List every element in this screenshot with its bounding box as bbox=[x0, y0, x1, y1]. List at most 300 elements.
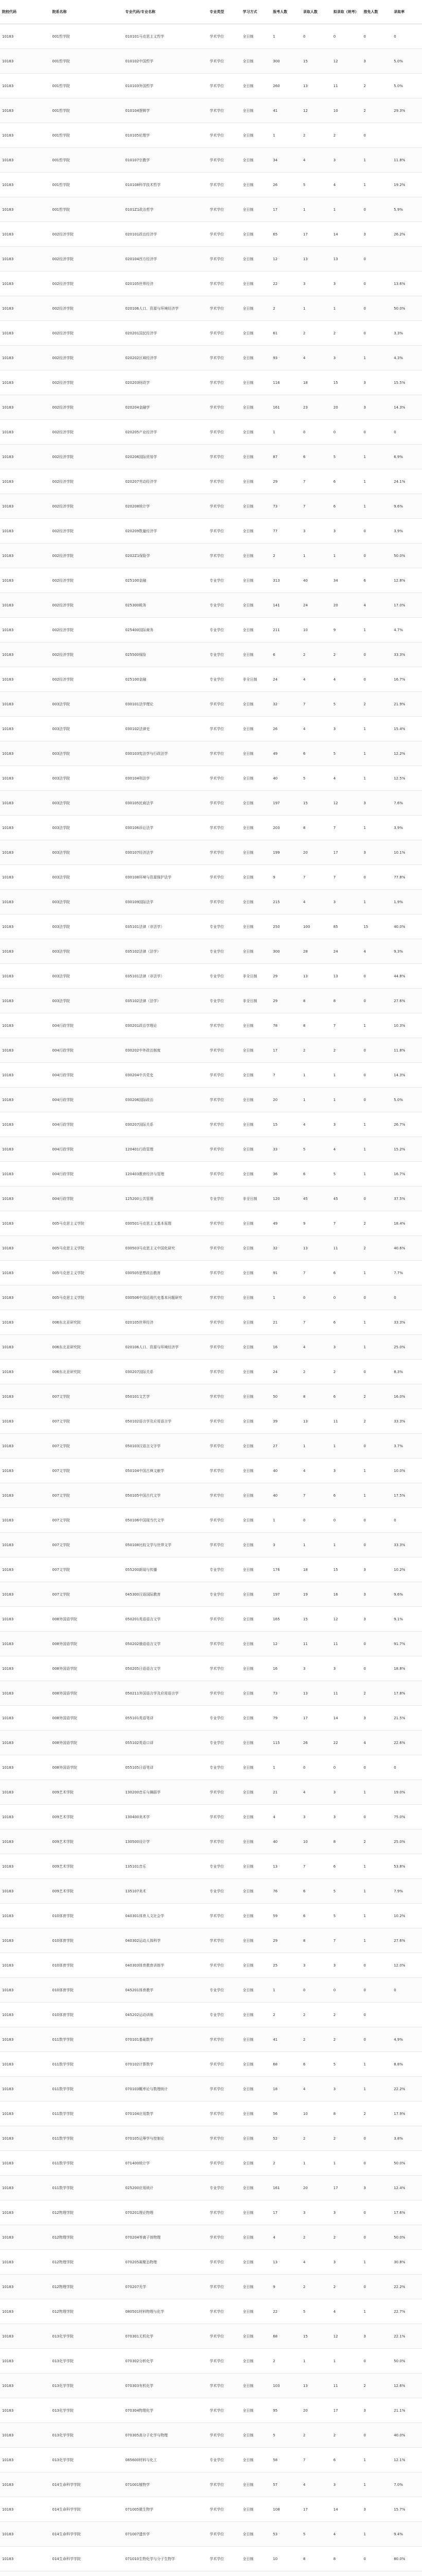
table-cell: 专业学位 bbox=[207, 642, 240, 667]
table-cell: 学术学位 bbox=[207, 1681, 240, 1706]
table-cell: 030102法律史 bbox=[123, 717, 207, 741]
table-cell: 050103汉语言文字学 bbox=[123, 1434, 207, 1459]
table-cell bbox=[301, 2571, 331, 2576]
table-cell: 0 bbox=[361, 519, 392, 544]
table-cell: 025200应用统计 bbox=[123, 2176, 207, 2200]
table-cell: 10183 bbox=[0, 272, 50, 296]
table-cell: 0 bbox=[361, 1953, 392, 1978]
table-cell: 10183 bbox=[0, 49, 50, 74]
column-header: 院系名称 bbox=[50, 0, 124, 24]
table-cell: 学术学位 bbox=[207, 544, 240, 568]
table-cell: 012物理学院 bbox=[50, 2250, 124, 2275]
table-cell: 7 bbox=[301, 1310, 331, 1335]
table-cell: 10183 bbox=[0, 2299, 50, 2324]
table-cell: 15 bbox=[301, 2324, 331, 2349]
table-cell: 006东北亚研究院 bbox=[50, 1310, 124, 1335]
table-row bbox=[0, 840, 422, 865]
table-cell: 070101基础数学 bbox=[123, 2027, 207, 2052]
table-cell: 2 bbox=[301, 321, 331, 346]
table-cell: 12 bbox=[331, 2324, 362, 2349]
table-cell: 4 bbox=[331, 667, 362, 692]
table-cell: 055105日语笔译 bbox=[123, 1755, 207, 1780]
table-cell: 010102中国哲学 bbox=[123, 49, 207, 74]
table-cell: 17 bbox=[271, 2200, 301, 2225]
table-cell: 全日制 bbox=[241, 741, 271, 766]
table-cell: 专业学位 bbox=[207, 1755, 240, 1780]
table-cell: 学术学位 bbox=[207, 741, 240, 766]
table-cell: 040301体育人文社会学 bbox=[123, 1904, 207, 1928]
table-cell: 203 bbox=[271, 816, 301, 840]
table-cell: 全日制 bbox=[241, 544, 271, 568]
table-cell: 025300税务 bbox=[123, 593, 207, 618]
table-cell: 10183 bbox=[0, 2448, 50, 2472]
table-row bbox=[0, 593, 422, 618]
table-cell: 2 bbox=[301, 2225, 331, 2250]
table-cell: 071001植物学 bbox=[123, 2472, 207, 2497]
table-cell: 1 bbox=[331, 197, 362, 222]
table-row bbox=[0, 717, 422, 741]
table-row bbox=[0, 1928, 422, 1953]
table-cell: 2 bbox=[271, 2349, 301, 2374]
table-cell: 0 bbox=[361, 272, 392, 296]
table-cell: 007文学院 bbox=[50, 1384, 124, 1409]
table-cell: 9.6% bbox=[392, 494, 422, 519]
table-cell: 9 bbox=[331, 618, 362, 642]
table-cell: 49 bbox=[271, 1211, 301, 1236]
table-cell: 071400统计学 bbox=[123, 2151, 207, 2176]
table-row bbox=[0, 1953, 422, 1978]
table-cell: 全日制 bbox=[241, 1335, 271, 1360]
table-cell: 全日制 bbox=[241, 1508, 271, 1533]
table-cell: 5 bbox=[331, 1879, 362, 1904]
table-cell: 全日制 bbox=[241, 1088, 271, 1112]
table-cell: 030501马克思主义基本原理 bbox=[123, 1211, 207, 1236]
table-cell: 0 bbox=[392, 1285, 422, 1310]
table-cell bbox=[361, 2571, 392, 2576]
table-cell: 0 bbox=[301, 1755, 331, 1780]
table-cell: 008外国语学院 bbox=[50, 1755, 124, 1780]
table-cell: 001哲学院 bbox=[50, 74, 124, 98]
table-cell: 17 bbox=[271, 1038, 301, 1063]
table-cell: 全日制 bbox=[241, 1459, 271, 1483]
table-cell: 专业学位 bbox=[207, 2003, 240, 2027]
table-cell: 26 bbox=[271, 717, 301, 741]
table-cell: 009艺术学院 bbox=[50, 1805, 124, 1829]
table-cell: 学术学位 bbox=[207, 2126, 240, 2151]
table-cell: 003法学院 bbox=[50, 840, 124, 865]
table-cell: 27 bbox=[271, 1434, 301, 1459]
table-cell: 0 bbox=[361, 1088, 392, 1112]
table-cell: 10183 bbox=[0, 321, 50, 346]
table-cell: 050205日语语言文学 bbox=[123, 1656, 207, 1681]
table-cell: 10183 bbox=[0, 2176, 50, 2200]
table-cell: 全日制 bbox=[241, 1483, 271, 1508]
table-cell: 40 bbox=[271, 766, 301, 791]
table-cell: 1 bbox=[301, 1533, 331, 1557]
table-cell: 020101政治经济学 bbox=[123, 222, 207, 247]
table-cell: 030106诉讼法学 bbox=[123, 816, 207, 840]
table-cell: 68 bbox=[271, 2324, 301, 2349]
table-cell: 10183 bbox=[0, 1236, 50, 1261]
table-cell: 11 bbox=[331, 1681, 362, 1706]
table-cell: 30.8% bbox=[392, 2250, 422, 2275]
table-cell: 1 bbox=[361, 1013, 392, 1038]
table-cell: 1 bbox=[271, 1978, 301, 2003]
table-cell: 012物理学院 bbox=[50, 2225, 124, 2250]
table-cell: 10183 bbox=[0, 494, 50, 519]
table-cell: 108 bbox=[271, 2497, 301, 2522]
table-cell: 41 bbox=[271, 2027, 301, 2052]
table-cell: 030109国际法学 bbox=[123, 890, 207, 914]
table-cell: 17 bbox=[331, 840, 362, 865]
table-cell: 7 bbox=[301, 2448, 331, 2472]
table-cell: 10183 bbox=[0, 1162, 50, 1187]
table-cell: 010108科学技术哲学 bbox=[123, 173, 207, 197]
table-cell: 全日制 bbox=[241, 618, 271, 642]
table-cell: 009艺术学院 bbox=[50, 1879, 124, 1904]
table-cell: 10183 bbox=[0, 2126, 50, 2151]
table-cell: 2 bbox=[271, 296, 301, 321]
table-row bbox=[0, 2126, 422, 2151]
table-cell: 3 bbox=[361, 2176, 392, 2200]
table-cell: 260 bbox=[271, 74, 301, 98]
table-cell: 5 bbox=[301, 766, 331, 791]
table-cell: 0 bbox=[361, 1434, 392, 1459]
table-cell: 3 bbox=[331, 1656, 362, 1681]
table-cell bbox=[0, 2571, 50, 2576]
table-cell: 0 bbox=[301, 420, 331, 445]
table-cell: 2 bbox=[331, 642, 362, 667]
table-cell: 4 bbox=[361, 939, 392, 964]
table-cell: 36 bbox=[271, 1162, 301, 1187]
table-cell: 17.9% bbox=[392, 2102, 422, 2126]
table-cell: 10183 bbox=[0, 1434, 50, 1459]
table-cell: 002经济学院 bbox=[50, 618, 124, 642]
table-cell: 2 bbox=[361, 1211, 392, 1236]
table-cell: 19 bbox=[301, 1582, 331, 1607]
table-cell: 全日制 bbox=[241, 296, 271, 321]
table-cell: 20 bbox=[331, 593, 362, 618]
table-cell: 78 bbox=[271, 1013, 301, 1038]
table-cell: 12.1% bbox=[392, 2448, 422, 2472]
table-cell: 10183 bbox=[0, 2052, 50, 2077]
table-cell: 全日制 bbox=[241, 2448, 271, 2472]
table-cell: 全日制 bbox=[241, 272, 271, 296]
table-cell: 全日制 bbox=[241, 173, 271, 197]
table-cell: 002经济学院 bbox=[50, 544, 124, 568]
table-cell: 10183 bbox=[0, 1656, 50, 1681]
table-cell: 2 bbox=[361, 1384, 392, 1409]
table-row bbox=[0, 1483, 422, 1508]
table-cell: 17 bbox=[301, 2497, 331, 2522]
table-cell: 050104中国古典文献学 bbox=[123, 1459, 207, 1483]
table-cell: 1 bbox=[361, 766, 392, 791]
table-cell: 11 bbox=[331, 1632, 362, 1656]
table-cell: 10183 bbox=[0, 791, 50, 816]
table-cell: 29 bbox=[271, 1928, 301, 1953]
table-cell: 3 bbox=[301, 272, 331, 296]
table-cell: 39 bbox=[271, 1409, 301, 1434]
table-cell: 16.0% bbox=[392, 1384, 422, 1409]
table-cell: 6 bbox=[301, 1879, 331, 1904]
table-cell: 学术学位 bbox=[207, 1162, 240, 1187]
table-cell: 学术学位 bbox=[207, 74, 240, 98]
table-cell: 003法学院 bbox=[50, 865, 124, 890]
table-cell: 161 bbox=[271, 395, 301, 420]
table-cell: 0 bbox=[361, 1805, 392, 1829]
table-cell: 10183 bbox=[0, 2225, 50, 2250]
table-cell: 2 bbox=[301, 123, 331, 148]
table-row bbox=[0, 197, 422, 222]
table-cell: 10183 bbox=[0, 74, 50, 98]
table-cell: 学术学位 bbox=[207, 1829, 240, 1854]
table-cell: 10183 bbox=[0, 1038, 50, 1063]
table-cell: 3 bbox=[361, 222, 392, 247]
table-row bbox=[0, 2349, 422, 2374]
table-cell: 3 bbox=[361, 395, 392, 420]
table-cell: 40 bbox=[271, 1829, 301, 1854]
table-row bbox=[0, 1459, 422, 1483]
table-row bbox=[0, 1755, 422, 1780]
table-cell: 专业学位 bbox=[207, 1557, 240, 1582]
table-cell: 020105世界经济 bbox=[123, 1310, 207, 1335]
table-cell: 25 bbox=[271, 1953, 301, 1978]
table-row bbox=[0, 2497, 422, 2522]
table-cell: 全日制 bbox=[241, 939, 271, 964]
table-cell: 10183 bbox=[0, 1829, 50, 1854]
table-cell: 20 bbox=[331, 395, 362, 420]
table-cell: 10183 bbox=[0, 593, 50, 618]
table-cell: 全日制 bbox=[241, 74, 271, 98]
table-cell: 22.6% bbox=[392, 1731, 422, 1755]
table-cell: 全日制 bbox=[241, 2349, 271, 2374]
table-cell: 44.8% bbox=[392, 964, 422, 989]
table-cell: 21 bbox=[271, 1780, 301, 1805]
table-cell: 215 bbox=[271, 890, 301, 914]
table-cell: 26.7% bbox=[392, 1112, 422, 1137]
table-cell: 4 bbox=[361, 1731, 392, 1755]
table-cell: 4 bbox=[301, 1112, 331, 1137]
table-cell: 010体育学院 bbox=[50, 1953, 124, 1978]
table-cell: 007文学院 bbox=[50, 1409, 124, 1434]
table-cell: 学术学位 bbox=[207, 1459, 240, 1483]
table-row bbox=[0, 1978, 422, 2003]
table-cell: 75.0% bbox=[392, 1805, 422, 1829]
table-cell: 专业学位 bbox=[207, 1582, 240, 1607]
table-cell: 全日制 bbox=[241, 1755, 271, 1780]
table-cell: 1 bbox=[331, 2349, 362, 2374]
table-cell: 全日制 bbox=[241, 1112, 271, 1137]
table-cell: 13 bbox=[301, 1409, 331, 1434]
table-cell: 95 bbox=[271, 2398, 301, 2423]
table-cell: 130500设计学 bbox=[123, 1829, 207, 1854]
table-row bbox=[0, 123, 422, 148]
table-cell: 0 bbox=[361, 2423, 392, 2448]
table-cell: 22 bbox=[271, 2299, 301, 2324]
table-cell: 全日制 bbox=[241, 1162, 271, 1187]
table-cell: 学术学位 bbox=[207, 2250, 240, 2275]
table-cell: 5.9% bbox=[392, 197, 422, 222]
table-cell: 10183 bbox=[0, 98, 50, 123]
table-cell: 020209数量经济学 bbox=[123, 519, 207, 544]
table-cell: 0 bbox=[392, 420, 422, 445]
table-cell: 77 bbox=[271, 519, 301, 544]
table-cell: 010105伦理学 bbox=[123, 123, 207, 148]
table-cell: 002经济学院 bbox=[50, 469, 124, 494]
table-cell: 14.3% bbox=[392, 1063, 422, 1088]
table-cell: 全日制 bbox=[241, 1904, 271, 1928]
table-cell: 专业学位 bbox=[207, 1706, 240, 1731]
table-cell: 1 bbox=[301, 2349, 331, 2374]
table-cell: 011数学学院 bbox=[50, 2052, 124, 2077]
table-row bbox=[0, 544, 422, 568]
table-cell: 0 bbox=[361, 123, 392, 148]
table-cell: 11 bbox=[331, 1236, 362, 1261]
table-cell: 197 bbox=[271, 1582, 301, 1607]
table-cell: 全日制 bbox=[241, 445, 271, 469]
table-cell: 1 bbox=[271, 1755, 301, 1780]
table-row bbox=[0, 2027, 422, 2052]
table-cell: 学术学位 bbox=[207, 222, 240, 247]
table-cell: 2 bbox=[361, 2374, 392, 2398]
table-cell: 0 bbox=[361, 544, 392, 568]
table-cell: 030101法学理论 bbox=[123, 692, 207, 717]
table-cell: 030105民商法学 bbox=[123, 791, 207, 816]
table-cell: 6 bbox=[331, 469, 362, 494]
table-row bbox=[0, 865, 422, 890]
table-cell: 020105世界经济 bbox=[123, 272, 207, 296]
table-cell: 80.0% bbox=[392, 2547, 422, 2571]
table-cell: 全日制 bbox=[241, 1805, 271, 1829]
table-cell: 6.9% bbox=[392, 445, 422, 469]
table-cell: 11.8% bbox=[392, 1038, 422, 1063]
table-cell: 10183 bbox=[0, 1582, 50, 1607]
table-cell: 10183 bbox=[0, 2497, 50, 2522]
table-cell: 50.0% bbox=[392, 544, 422, 568]
table-cell: 全日制 bbox=[241, 247, 271, 272]
table-cell: 3 bbox=[361, 1607, 392, 1632]
table-row bbox=[0, 1731, 422, 1755]
table-cell: 002经济学院 bbox=[50, 667, 124, 692]
table-cell: 013化学学院 bbox=[50, 2398, 124, 2423]
table-cell: 学术学位 bbox=[207, 2200, 240, 2225]
table-cell: 007文学院 bbox=[50, 1483, 124, 1508]
table-cell: 3 bbox=[301, 1805, 331, 1829]
table-cell: 27.6% bbox=[392, 989, 422, 1013]
table-cell: 学术学位 bbox=[207, 1953, 240, 1978]
table-cell: 77.8% bbox=[392, 865, 422, 890]
table-cell: 10183 bbox=[0, 989, 50, 1013]
table-cell: 58 bbox=[271, 2448, 301, 2472]
table-cell: 7 bbox=[301, 865, 331, 890]
table-cell: 10183 bbox=[0, 1978, 50, 2003]
table-cell: 003法学院 bbox=[50, 766, 124, 791]
table-cell: 030201政治学理论 bbox=[123, 1013, 207, 1038]
column-header: 推免人数 bbox=[361, 0, 392, 24]
table-cell: 全日制 bbox=[241, 1211, 271, 1236]
table-cell: 10183 bbox=[0, 667, 50, 692]
table-cell: 1 bbox=[361, 2472, 392, 2497]
table-cell: 030108环境与资源保护法学 bbox=[123, 865, 207, 890]
table-cell: 13 bbox=[301, 1681, 331, 1706]
table-cell: 004行政学院 bbox=[50, 1137, 124, 1162]
table-cell: 4.3% bbox=[392, 346, 422, 370]
table-cell: 12.0% bbox=[392, 1953, 422, 1978]
table-cell: 4 bbox=[331, 2299, 362, 2324]
table-row bbox=[0, 791, 422, 816]
table-cell: 学术学位 bbox=[207, 816, 240, 840]
table-cell: 全日制 bbox=[241, 1928, 271, 1953]
table-cell: 014生命科学学院 bbox=[50, 2472, 124, 2497]
table-cell: 8 bbox=[301, 1384, 331, 1409]
table-cell: 33.3% bbox=[392, 1533, 422, 1557]
table-cell: 030206国际政治 bbox=[123, 1088, 207, 1112]
table-cell: 全日制 bbox=[241, 395, 271, 420]
table-cell: 32 bbox=[271, 1236, 301, 1261]
table-cell: 全日制 bbox=[241, 370, 271, 395]
table-cell: 3 bbox=[361, 840, 392, 865]
table-cell: 53 bbox=[271, 2522, 301, 2547]
table-cell: 非全日制 bbox=[241, 989, 271, 1013]
table-cell: 070105运筹学与控制论 bbox=[123, 2126, 207, 2151]
table-cell: 0 bbox=[392, 1755, 422, 1780]
table-cell: 50.0% bbox=[392, 2151, 422, 2176]
table-cell: 0 bbox=[361, 964, 392, 989]
table-cell: 4 bbox=[301, 1780, 331, 1805]
table-cell: 0 bbox=[392, 24, 422, 49]
table-cell: 专业学位 bbox=[207, 568, 240, 593]
table-cell: 26 bbox=[271, 173, 301, 197]
table-cell: 全日制 bbox=[241, 840, 271, 865]
table-cell: 5.0% bbox=[392, 1088, 422, 1112]
table-cell: 全日制 bbox=[241, 865, 271, 890]
table-cell: 17 bbox=[301, 222, 331, 247]
table-cell: 035101法律（非法学） bbox=[123, 914, 207, 939]
table-cell: 91 bbox=[271, 1261, 301, 1285]
table-cell: 004行政学院 bbox=[50, 1088, 124, 1112]
table-cell: 全日制 bbox=[241, 1137, 271, 1162]
table-cell: 050101文艺学 bbox=[123, 1384, 207, 1409]
table-cell: 50 bbox=[271, 1384, 301, 1409]
table-cell: 013化学学院 bbox=[50, 2374, 124, 2398]
table-cell: 全日制 bbox=[241, 766, 271, 791]
table-cell: 014生命科学学院 bbox=[50, 2497, 124, 2522]
table-cell: 13 bbox=[271, 1854, 301, 1879]
table-cell: 学术学位 bbox=[207, 2299, 240, 2324]
table-cell: 10183 bbox=[0, 865, 50, 890]
table-cell: 59 bbox=[271, 1904, 301, 1928]
table-cell: 070304物理化学 bbox=[123, 2398, 207, 2423]
table-cell: 1 bbox=[361, 717, 392, 741]
table-row bbox=[0, 1533, 422, 1557]
table-cell: 0 bbox=[331, 1508, 362, 1533]
table-cell: 17.5% bbox=[392, 1483, 422, 1508]
table-cell: 10183 bbox=[0, 1360, 50, 1384]
table-cell: 1 bbox=[361, 2250, 392, 2275]
table-cell: 1 bbox=[301, 1434, 331, 1459]
table-cell: 1 bbox=[361, 1310, 392, 1335]
table-row bbox=[0, 2571, 422, 2576]
table-cell: 学术学位 bbox=[207, 519, 240, 544]
table-cell: 10183 bbox=[0, 1310, 50, 1335]
table-cell: 8.3% bbox=[392, 1360, 422, 1384]
table-cell: 10183 bbox=[0, 1137, 50, 1162]
table-row bbox=[0, 173, 422, 197]
table-cell: 3 bbox=[361, 49, 392, 74]
table-cell: 003法学院 bbox=[50, 989, 124, 1013]
table-cell: 4.7% bbox=[392, 618, 422, 642]
table-cell: 10183 bbox=[0, 519, 50, 544]
